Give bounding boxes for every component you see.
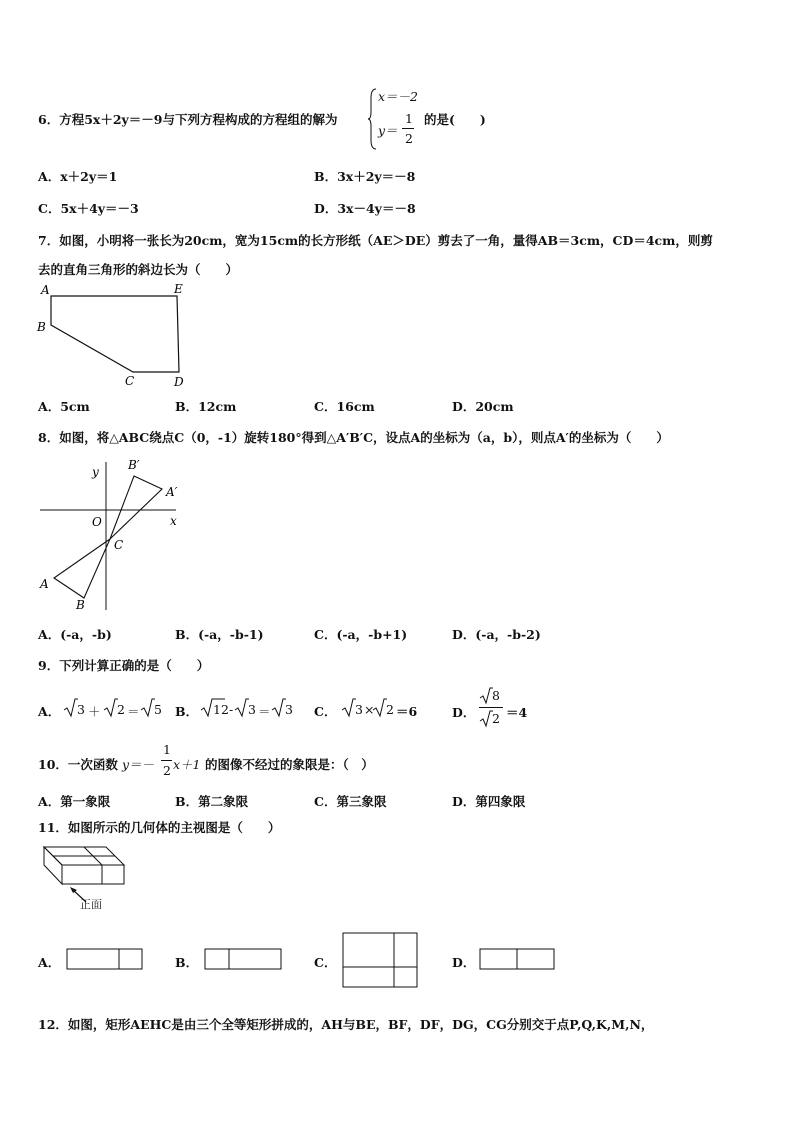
q8-option-d[interactable]: D．(-a，-b-2): [452, 627, 541, 642]
sqrt-icon: [141, 698, 153, 718]
q11-option-b-view[interactable]: [204, 948, 284, 972]
q9-c-equals: ＝6: [396, 704, 418, 719]
q10-frac-bar: [161, 760, 172, 761]
q9-b-equals: ＝: [258, 704, 271, 719]
sqrt-icon: [480, 687, 492, 705]
q7-option-c[interactable]: C．16cm: [314, 399, 375, 414]
q6-option-a[interactable]: A．x＋2y＝1: [38, 169, 118, 184]
q9-b-radicand-1: 12: [213, 702, 229, 717]
q7-label-e: E: [174, 282, 183, 296]
q9-option-d-label: D．: [452, 705, 476, 720]
q6-system-y: y＝: [378, 123, 398, 138]
q9-d-numerator: 8: [492, 688, 500, 703]
q8-label-o: O: [92, 515, 102, 529]
q8-label-c: C: [114, 538, 124, 552]
q7-figure: [36, 282, 196, 390]
q11-option-c-label[interactable]: C．: [314, 955, 337, 970]
q8-label-a-prime: A′: [166, 485, 178, 499]
q10-frac-den: 2: [163, 763, 171, 778]
q11-option-a-view[interactable]: [66, 948, 144, 972]
sqrt-icon: [272, 698, 284, 718]
q11-option-d-label[interactable]: D．: [452, 955, 476, 970]
q11-option-a-label[interactable]: A．: [38, 955, 61, 970]
q8-option-b[interactable]: B．(-a，-b-1): [175, 627, 264, 642]
sqrt-icon: [373, 698, 385, 718]
sqrt-icon: [480, 710, 492, 728]
q9-b-radicand-2: 3: [248, 702, 256, 717]
q12-stem: 12．如图，矩形AEHC是由三个全等矩形拼成的，AH与BE，BF，DF，DG，CG分别交于点P,Q,K,M,N，: [38, 1017, 654, 1032]
q6-brace: [368, 88, 378, 150]
q6-stem-tail: 的是( ): [424, 112, 486, 127]
q9-a-equals: ＝: [127, 704, 140, 719]
q9-a-radicand-1: 3: [77, 702, 85, 717]
q8-figure: [36, 452, 186, 612]
q10-stem-pre: 10．一次函数: [38, 757, 118, 772]
q11-front-label: 正面: [80, 898, 102, 911]
q10-function-y: y＝－: [122, 757, 155, 772]
q9-option-b[interactable]: [175, 696, 305, 724]
q6-option-c[interactable]: C．5x＋4y＝－3: [38, 201, 139, 216]
q8-label-b-prime: B′: [128, 458, 140, 472]
q7-stem-line1: 7．如图，小明将一张长为20cm，宽为15cm的长方形纸（AE＞DE）剪去了一角，量得AB＝3cm，CD＝4cm，则剪: [38, 233, 713, 248]
q8-stem: 8．如图，将△ABC绕点C（0，-1）旋转180°得到△A′B′C，设点A的坐标为（a，b），则点A′的坐标为（ ）: [38, 430, 669, 445]
q6-system-x: x＝－2: [378, 89, 419, 104]
q8-option-c[interactable]: C．(-a，-b+1): [314, 627, 408, 642]
q10-option-d[interactable]: D．第四象限: [452, 794, 526, 809]
q9-a-radicand-3: 5: [154, 702, 162, 717]
q8-triangle-a1b1c: [110, 476, 162, 539]
q8-option-a[interactable]: A．(-a，-b): [38, 627, 112, 642]
q9-option-c-label: C．: [314, 704, 337, 719]
q6-option-d[interactable]: D．3x－4y＝－8: [314, 201, 416, 216]
q6-frac-bar: [402, 128, 414, 129]
q10-option-b[interactable]: B．第二象限: [175, 794, 249, 809]
q7-label-a: A: [41, 283, 50, 297]
sqrt-icon: [64, 698, 76, 718]
q7-label-c: C: [125, 374, 135, 388]
q9-c-radicand-1: 3: [355, 702, 363, 717]
q7-label-b: B: [37, 320, 46, 334]
q10-frac-num: 1: [163, 742, 171, 757]
q10-stem-post: 的图像不经过的象限是：（ ）: [205, 757, 374, 772]
q8-label-a: A: [40, 577, 49, 591]
sqrt-icon: [342, 698, 354, 718]
q9-d-frac-bar: [479, 707, 503, 708]
q11-option-c-view[interactable]: [342, 932, 420, 990]
q11-option-d-view[interactable]: [479, 948, 557, 972]
q11-stem: 11．如图所示的几何体的主视图是（ ）: [38, 820, 281, 835]
q9-a-radicand-2: 2: [117, 702, 125, 717]
q9-stem: 9．下列计算正确的是（ ）: [38, 658, 210, 673]
sqrt-icon: [104, 698, 116, 718]
q9-b-radicand-3: 3: [285, 702, 293, 717]
q8-label-y: y: [92, 465, 99, 479]
q11-option-b-label[interactable]: B．: [175, 955, 199, 970]
q6-frac-num: 1: [405, 111, 413, 126]
q9-a-plus: ＋: [88, 704, 101, 719]
q6-frac-den: 2: [405, 131, 413, 146]
q10-option-a[interactable]: A．第一象限: [38, 794, 111, 809]
q7-option-b[interactable]: B．12cm: [175, 399, 237, 414]
q9-option-b-label: B．: [175, 704, 199, 719]
sqrt-icon: [235, 698, 247, 718]
q9-d-denominator: 2: [492, 711, 500, 726]
q9-d-equals: ＝4: [506, 705, 528, 720]
q9-option-a[interactable]: [38, 696, 168, 724]
q8-triangle-abc: [54, 539, 110, 598]
q9-c-times: ×: [364, 702, 375, 717]
q7-stem-line2: 去的直角三角形的斜边长为（ ）: [38, 262, 239, 277]
q10-option-c[interactable]: C．第三象限: [314, 794, 387, 809]
q9-option-a-label: A．: [38, 704, 61, 719]
q9-option-c[interactable]: [314, 696, 434, 724]
q7-option-d[interactable]: D．20cm: [452, 399, 514, 414]
q7-option-a[interactable]: A．5cm: [38, 399, 90, 414]
q8-label-b: B: [76, 598, 85, 612]
q9-b-minus: -: [229, 702, 234, 717]
q7-label-d: D: [174, 375, 184, 389]
q9-option-d[interactable]: [452, 686, 552, 732]
q6-option-b[interactable]: B．3x＋2y＝－8: [314, 169, 416, 184]
q9-c-radicand-2: 2: [386, 702, 394, 717]
q10-function-rest: x＋1: [173, 757, 201, 772]
q6-stem: 6．方程5x＋2y＝－9与下列方程构成的方程组的解为: [38, 112, 338, 127]
q7-pentagon: [51, 296, 179, 372]
q8-label-x: x: [170, 514, 177, 528]
